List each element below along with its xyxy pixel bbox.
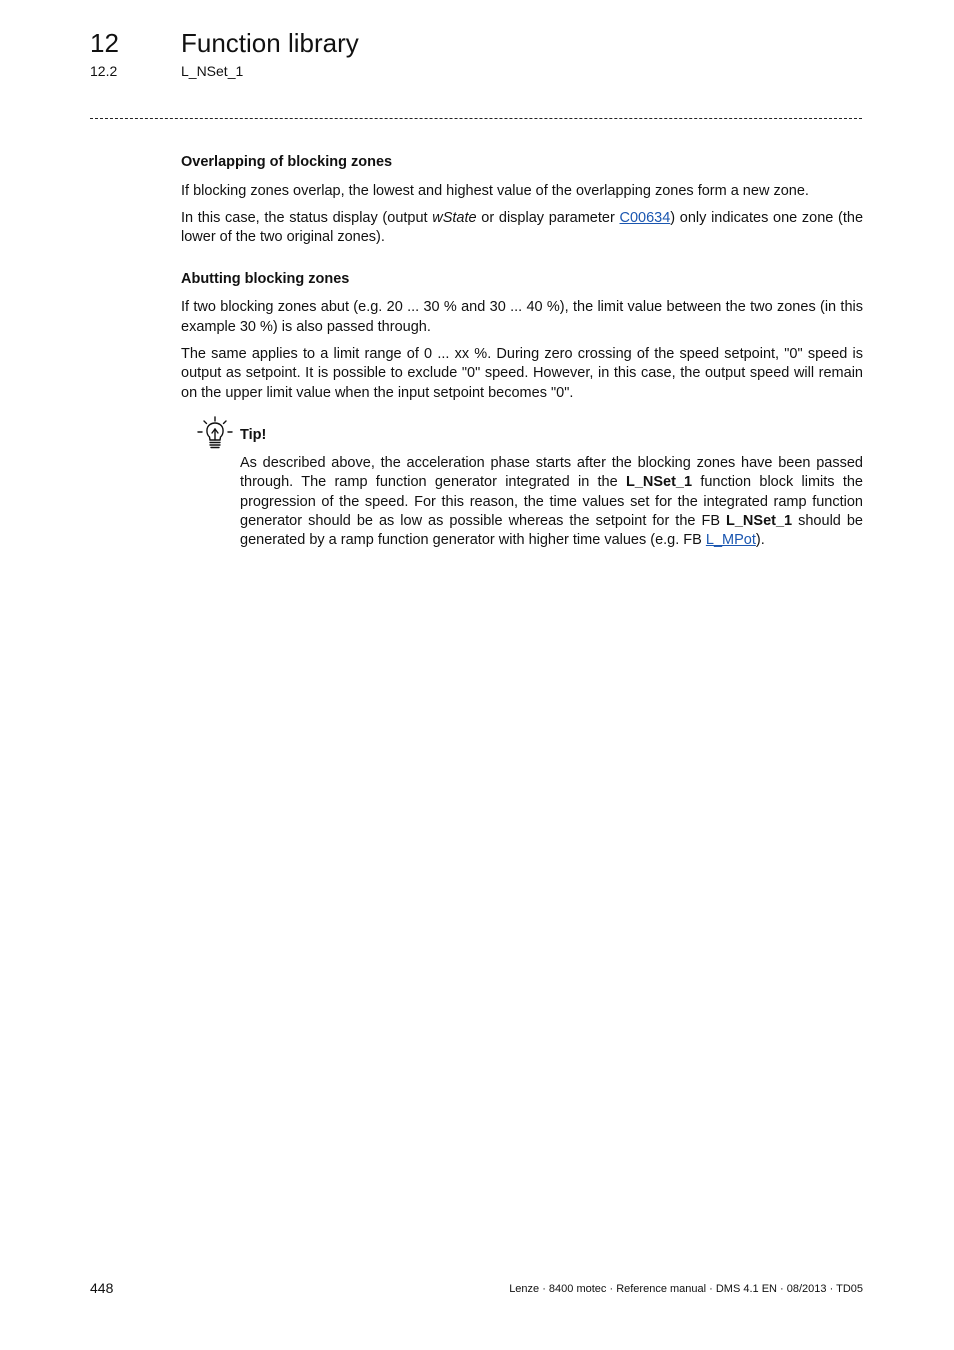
- overlap-text-b: or display parameter: [476, 209, 620, 226]
- overlap-paragraph-1: If blocking zones overlap, the lowest and highest value of the overlapping zones form a new zone.: [181, 182, 809, 199]
- section-number: 12.2: [90, 63, 118, 79]
- heading-abutting: Abutting blocking zones: [181, 270, 350, 287]
- tip-label: Tip!: [240, 427, 267, 443]
- mpot-link[interactable]: L_MPot: [705, 532, 756, 549]
- heading-overlapping: Overlapping of blocking zones: [181, 154, 393, 170]
- output-name: wState: [432, 209, 477, 226]
- page-number: 448: [90, 1280, 114, 1296]
- fb-name-2: L_NSet_1: [726, 512, 793, 529]
- fb-name-1: L_NSet_1: [625, 474, 693, 491]
- overlap-text-c: ) only indicates one zone (the lower of the two original zones).: [181, 209, 864, 245]
- abut-paragraph-2: The same applies to a limit range of 0 ... xx %. During zero crossing of the speed setpoint, "0" speed is output as setpoint. It is possible to exclude "0" speed. However, in this case, the output speed will remain on the upper limit value when the input setpoint becomes "0".: [181, 345, 863, 401]
- chapter-number: 12: [90, 28, 119, 58]
- overlap-text-a: In this case, the status display (output: [181, 209, 433, 226]
- tip-text-d: ).: [755, 532, 765, 549]
- lightbulb-icon: [197, 416, 233, 450]
- parameter-link[interactable]: C00634: [619, 209, 671, 226]
- tip-text-c: should be generated by a ramp function generator with higher time values (e.g. FB: [240, 512, 863, 549]
- tip-text: [240, 454, 863, 550]
- section-title: L_NSet_1: [181, 63, 244, 79]
- tip-text-b: function block limits the progression of the speed. For this reason, the time values set for the integrated ramp function generator should be as low as possible whereas the setpoint for the FB: [240, 474, 863, 529]
- overlap-paragraph-2: [181, 209, 863, 248]
- main-content: [181, 153, 863, 411]
- header-divider: [90, 118, 862, 119]
- abut-paragraph-1: If two blocking zones abut (e.g. 20 ... 30 % and 30 ... 40 %), the limit value between the two zones (in this example 30 %) is also passed through.: [181, 299, 863, 335]
- footer-meta: Lenze · 8400 motec · Reference manual · DMS 4.1 EN · 08/2013 · TD05: [509, 1283, 863, 1295]
- tip-text-a: As described above, the acceleration phase starts after the blocking zones have been passed through. The ramp function generator integrated in the: [240, 455, 863, 491]
- chapter-title: Function library: [181, 28, 359, 58]
